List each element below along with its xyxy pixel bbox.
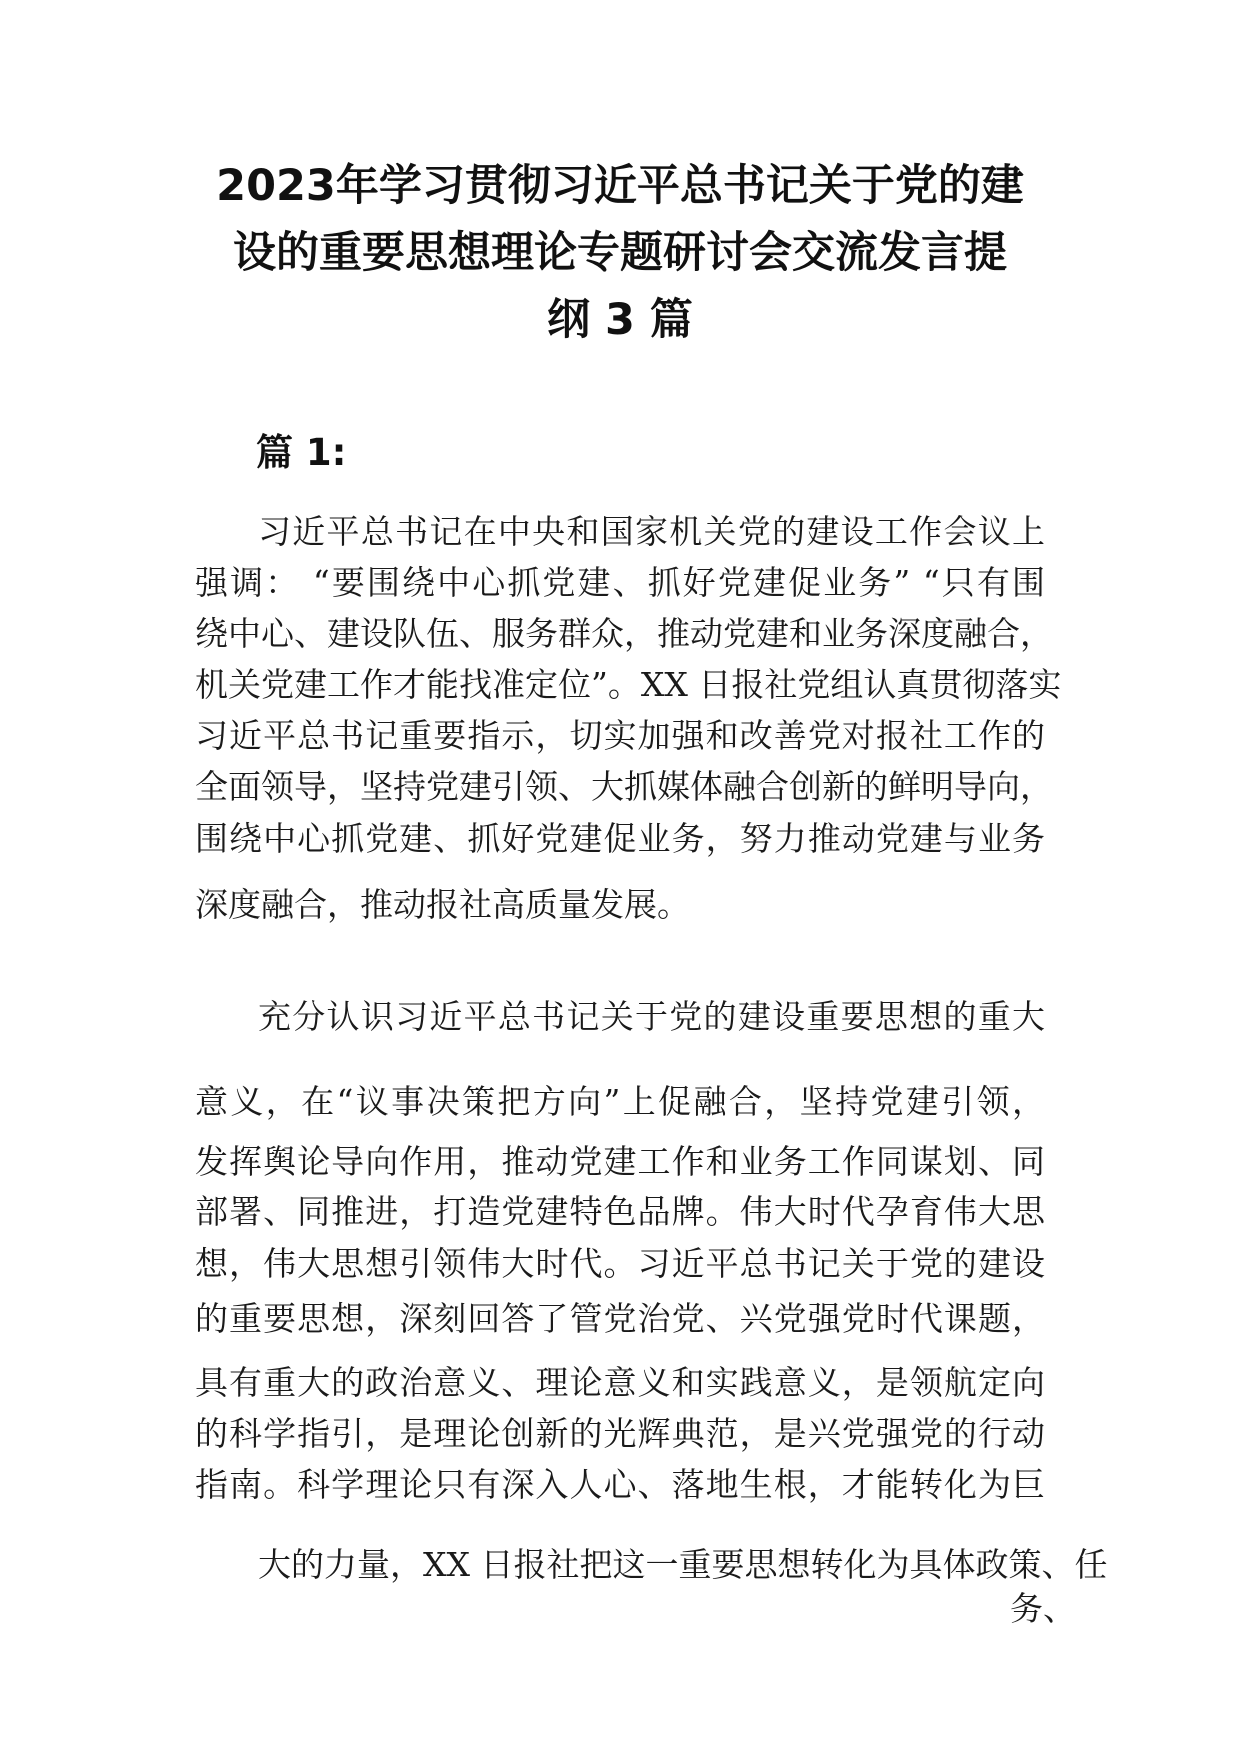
paragraph-line: 全面领导，坚持党建引领、大抓媒体融合创新的鲜明导向， — [195, 767, 1053, 806]
paragraph-line: 发挥舆论导向作用，推动党建工作和业务工作同谋划、同 — [195, 1142, 1045, 1181]
paragraph-line: 习近平总书记重要指示，切实加强和改善党对报社工作的 — [195, 716, 1045, 755]
paragraph-line: 的重要思想，深刻回答了管党治党、兴党强党时代课题， — [195, 1299, 1045, 1338]
paragraph-line: 习近平总书记在中央和国家机关党的建设工作会议上 — [258, 512, 1045, 551]
paragraph-line: 具有重大的政治意义、理论意义和实践意义，是领航定向 — [195, 1363, 1045, 1402]
paragraph-line: 充分认识习近平总书记关于党的建设重要思想的重大 — [258, 997, 1045, 1036]
paragraph-line: 机关党建工作才能找准定位”。XX 日报社党组认真贯彻落实 — [195, 665, 1062, 704]
paragraph-line-overflow: 务、 — [1010, 1589, 1076, 1628]
paragraph-line: 大的力量，XX 日报社把这一重要思想转化为具体政策、任 — [258, 1545, 1108, 1584]
paragraph-line: 围绕中心抓党建、抓好党建促业务，努力推动党建与业务 — [195, 819, 1045, 858]
section-heading: 篇 1: — [256, 431, 347, 474]
paragraph-line: 部署、同推进，打造党建特色品牌。伟大时代孕育伟大思 — [195, 1192, 1045, 1231]
paragraph-line: 深度融合，推动报社高质量发展。 — [195, 885, 690, 924]
title-line-1: 2023年学习贯彻习近平总书记关于党的建 — [216, 161, 1024, 211]
paragraph-line: 的科学指引，是理论创新的光辉典范，是兴党强党的行动 — [195, 1414, 1045, 1453]
paragraph-line: 意义，在“议事决策把方向”上促融合，坚持党建引领， — [195, 1082, 1045, 1121]
paragraph-line: 指南。科学理论只有深入人心、落地生根，才能转化为巨 — [195, 1465, 1045, 1504]
title-line-2: 设的重要思想理论专题研讨会交流发言提 — [233, 228, 1007, 278]
paragraph-line: 想，伟大思想引领伟大时代。习近平总书记关于党的建设 — [195, 1244, 1045, 1283]
paragraph-line: 绕中心、建设队伍、服务群众，推动党建和业务深度融合， — [195, 614, 1053, 653]
paragraph-line: 强调： “要围绕中心抓党建、抓好党建促业务” “只有围 — [195, 563, 1045, 602]
title-line-3: 纲 3 篇 — [547, 295, 693, 345]
